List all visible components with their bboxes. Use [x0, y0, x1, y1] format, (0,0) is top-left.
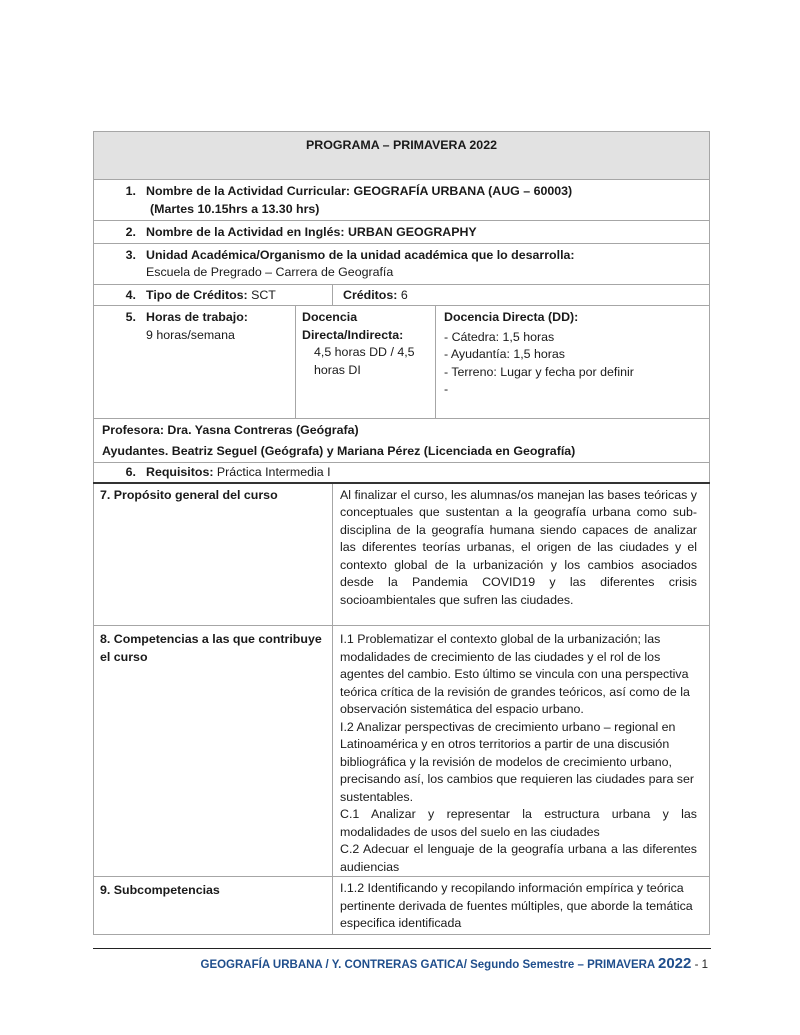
hours-label: Horas de trabajo:: [146, 310, 248, 324]
requirements-label: Requisitos:: [146, 465, 214, 479]
program-document: [93, 131, 709, 935]
item-5-hours: [94, 306, 296, 419]
item-4-credit-type: [94, 284, 333, 306]
item-number: 3.: [125, 247, 136, 262]
item-1-label: Nombre de la Actividad Curricular: GEOGRAFÍA URBANA (AUG – 60003): [146, 184, 573, 198]
item-number: 2.: [125, 225, 136, 239]
competencies-label: 8. Competencias a las que contribuye el curso: [94, 626, 333, 877]
hours-value: 9 horas/semana: [146, 327, 235, 342]
program-table: [93, 131, 710, 935]
item-5-dd-di: [296, 306, 436, 419]
credit-type-label: Tipo de Créditos:: [146, 287, 248, 302]
requirements-value: Práctica Intermedia I: [213, 465, 331, 479]
item-2-row: [94, 221, 710, 244]
program-title: PROGRAMA – PRIMAVERA 2022: [94, 132, 710, 180]
item-number: 6.: [125, 465, 136, 479]
subcompetencies-value: I.1.2 Identificando y recopilando información empírica y teórica pertinente derivada de fuentes múltiples, que aborde la temática especifica identificada: [333, 877, 710, 935]
footer-year: 2022: [658, 955, 692, 972]
item-1-row: [94, 180, 710, 221]
item-3-value: Escuela de Pregrado – Carrera de Geografía: [146, 265, 394, 279]
dd-item: - Terreno: Lugar y fecha por definir: [444, 364, 634, 379]
competency-item: I.2 Analizar perspectivas de crecimiento urbano – regional en Latinoamérica y en otros territorios a partir de una discusión bibliográfica y la revisión de modelos de crecimiento urbano, precisando así, los cambios que requieren las ciudades para ser sustentables.: [340, 719, 695, 804]
dd-item: - Ayudantía: 1,5 horas: [444, 347, 566, 361]
competency-item: I.1 Problematizar el contexto global de la urbanización; las modalidades de crecimiento de las ciudades y el rol de los agentes del cambio. Esto último se vincula con una perspectiva teórica crítica de la revisión de grandes teóricos, así como de la observación sistemática del espacio urbano.: [340, 632, 690, 716]
dd-di-label: Docencia Directa/Indirecta:: [302, 310, 404, 342]
item-1-schedule: (Martes 10.15hrs a 13.30 hrs): [150, 201, 320, 216]
credit-type-value: SCT: [247, 287, 276, 302]
credits-label: Créditos:: [343, 287, 398, 302]
competency-item: C.2 Adecuar el lenguaje de la geografía urbana a las diferentes audiencias: [340, 842, 698, 874]
item-2-label: Nombre de la Actividad en Inglés: URBAN GEOGRAPHY: [146, 225, 477, 239]
item-number: 4.: [125, 287, 136, 302]
subcompetencies-label: 9. Subcompetencias: [94, 877, 333, 935]
item-6-row: [94, 463, 710, 483]
professor-line: Profesora: Dra. Yasna Contreras (Geógrafa): [102, 423, 359, 437]
competencies-values: [333, 626, 710, 877]
footer-text: GEOGRAFÍA URBANA / Y. CONTRERAS GATICA/ Segundo Semestre – PRIMAVERA: [200, 959, 658, 971]
item-4-credits: [333, 284, 710, 306]
page-footer: [201, 955, 709, 972]
dd-item: -: [444, 382, 449, 396]
item-5-dd: [436, 306, 710, 419]
purpose-value: Al finalizar el curso, les alumnas/os manejan las bases teóricas y conceptuales que sustentan a la geografía urbana como sub-disciplina de la geografía humana siendo capaces de analizar las diferentes teorías urbanas, el origen de las ciudades y el contexto global de la urbanización y los cambios asociados desde la Pandemia COVID19 y las diferentes crisis socioambientales que sufren las ciudades.: [333, 483, 710, 626]
purpose-label: 7. Propósito general del curso: [94, 483, 333, 626]
staff-row: [94, 419, 710, 463]
dd-list: [444, 329, 703, 399]
credits-value: 6: [397, 287, 408, 302]
item-3-label: Unidad Académica/Organismo de la unidad académica que lo desarrolla:: [146, 247, 575, 262]
dd-item: - Cátedra: 1,5 horas: [444, 329, 555, 344]
item-number: 5.: [125, 310, 136, 324]
page-number: - 1: [691, 959, 708, 971]
item-3-row: [94, 243, 710, 284]
dd-di-value: 4,5 horas DD / 4,5 horas DI: [314, 345, 415, 377]
dd-label: Docencia Directa (DD):: [444, 310, 579, 324]
assistants-line: Ayudantes. Beatriz Seguel (Geógrafa) y Mariana Pérez (Licenciada en Geografía): [102, 443, 576, 458]
footer-divider: [93, 948, 711, 949]
competency-item: C.1 Analizar y representar la estructura urbana y las modalidades de usos del suelo en las ciudades: [340, 807, 698, 839]
item-number: 1.: [125, 184, 136, 198]
